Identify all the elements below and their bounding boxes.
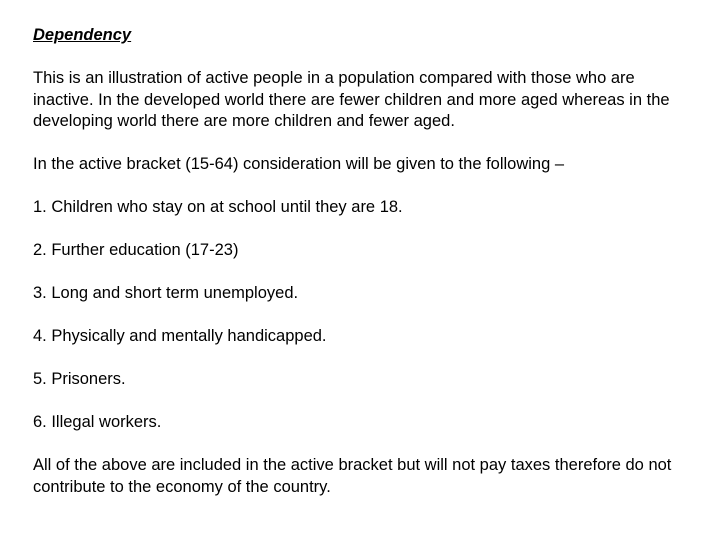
list-item: 6. Illegal workers.	[33, 413, 162, 431]
list-item: 1. Children who stay on at school until they are 18.	[33, 198, 403, 216]
lead-paragraph: In the active bracket (15-64) consideration will be given to the following –	[33, 155, 565, 173]
conclusion-paragraph: All of the above are included in the active bracket but will not pay taxes therefore do not contribute to the economy of the country.	[33, 456, 672, 496]
list-item: 2. Further education (17-23)	[33, 241, 239, 259]
list-item: 5. Prisoners.	[33, 370, 126, 388]
intro-paragraph: This is an illustration of active people in a population compared with those who are inactive. In the developed world there are fewer children and more aged whereas in the developing world there are more children and fewer aged.	[33, 69, 670, 130]
page-title: Dependency	[33, 26, 132, 44]
considerations-list	[33, 197, 693, 434]
list-item: 4. Physically and mentally handicapped.	[33, 327, 327, 345]
list-item: 3. Long and short term unemployed.	[33, 284, 299, 302]
slide-content	[33, 25, 693, 520]
